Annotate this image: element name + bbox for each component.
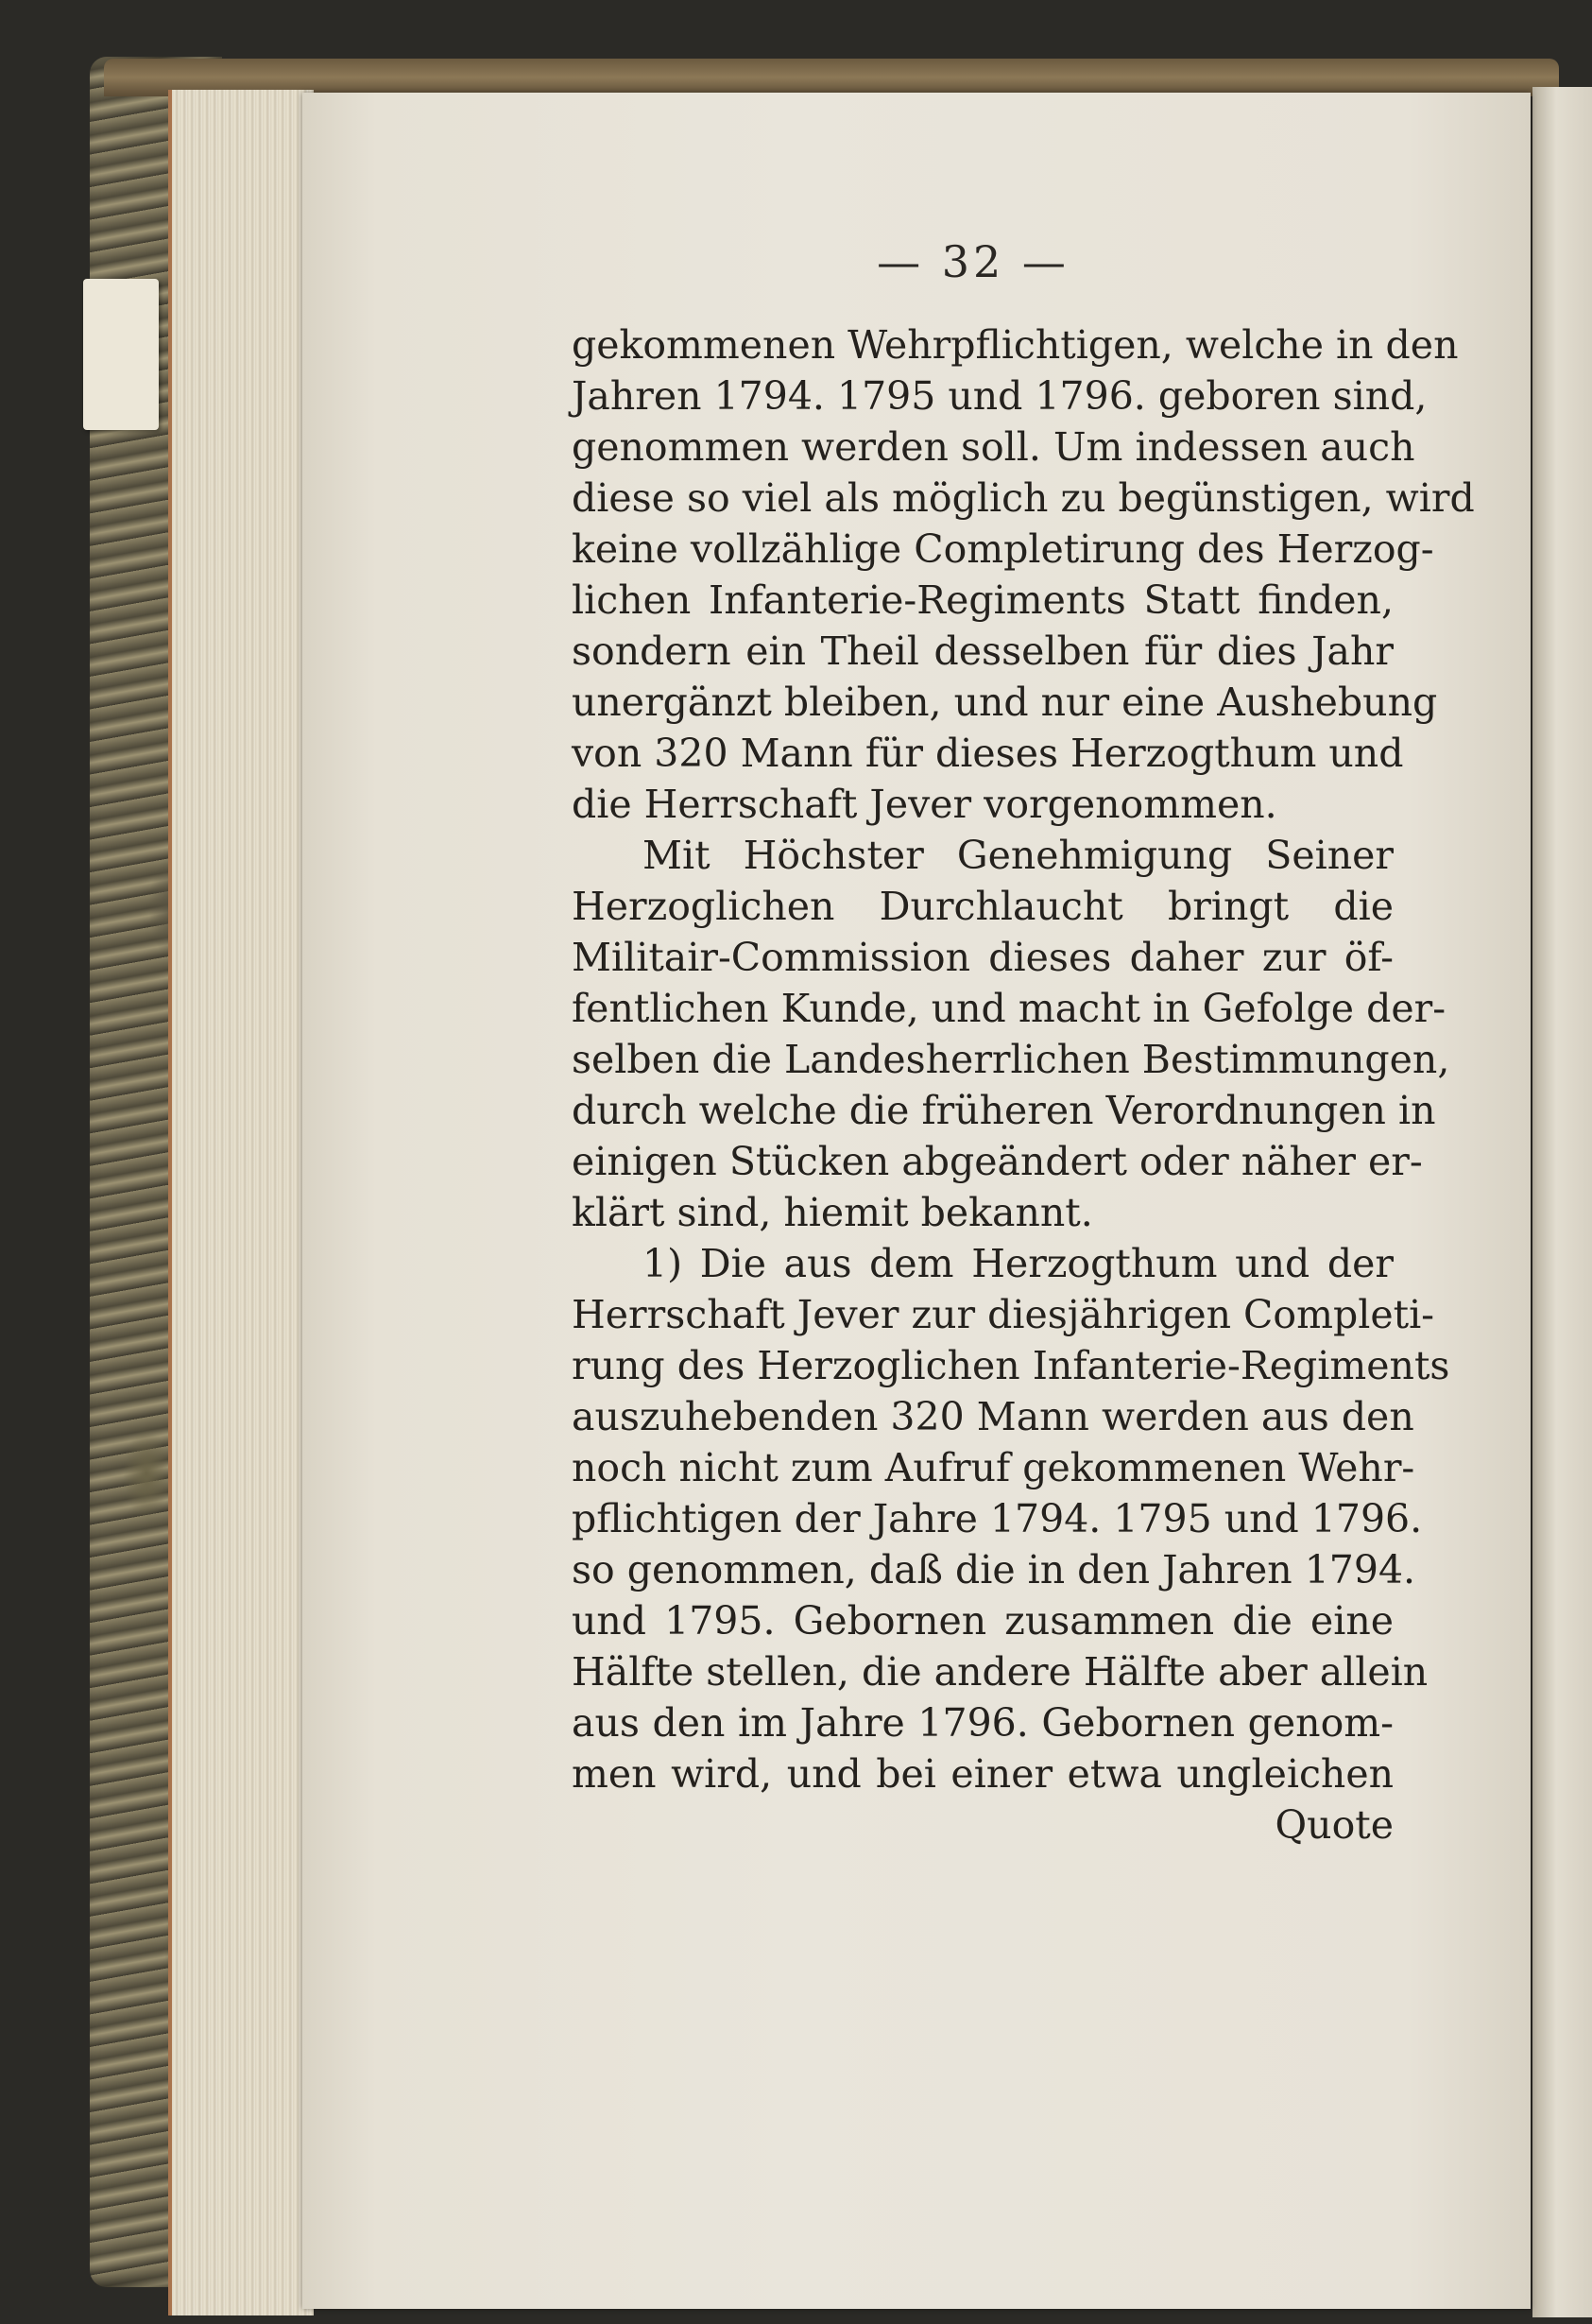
text-line: die Herrschaft Jever vorgenommen. bbox=[572, 782, 1277, 827]
text-line: gekommenen Wehrpflichtigen, welche in den bbox=[572, 322, 1459, 368]
text-line: aus den im Jahre 1796. Gebornen genom- bbox=[572, 1700, 1394, 1746]
text-line: genommen werden soll. Um indessen auch bbox=[572, 424, 1415, 470]
text-line: unergänzt bleiben, und nur eine Aushebung bbox=[572, 680, 1438, 725]
bookmark-slip bbox=[83, 279, 159, 430]
text-line: diese so viel als möglich zu begünstigen, wird bbox=[572, 475, 1475, 521]
text-line: men wird, und bei einer etwa ungleichen bbox=[572, 1751, 1394, 1797]
catchword: Quote bbox=[1275, 1802, 1394, 1848]
text-line: selben die Landesherrlichen Bestimmungen, bbox=[572, 1037, 1450, 1082]
text-line: so genommen, daß die in den Jahren 1794. bbox=[572, 1547, 1416, 1592]
page-text bbox=[572, 319, 1475, 1851]
text-line: durch welche die früheren Verordnungen in bbox=[572, 1088, 1436, 1133]
text-line: sondern ein Theil desselben für dies Jahr bbox=[572, 628, 1394, 674]
text-line: Herrschaft Jever zur diesjährigen Completi- bbox=[572, 1292, 1435, 1337]
text-line: pflichtigen der Jahre 1794. 1795 und 1796. bbox=[572, 1496, 1423, 1541]
facing-page bbox=[1532, 87, 1592, 2317]
page-number: — 32 — bbox=[877, 236, 1070, 287]
text-line: klärt sind, hiemit bekannt. bbox=[572, 1190, 1093, 1235]
text-line: Herzoglichen Durchlaucht bringt die bbox=[572, 884, 1394, 929]
text-line: Hälfte stellen, die andere Hälfte aber allein bbox=[572, 1649, 1429, 1695]
text-line: 1) Die aus dem Herzogthum und der bbox=[642, 1241, 1394, 1286]
book-spine-band bbox=[104, 59, 1559, 96]
text-line: rung des Herzoglichen Infanterie-Regiments bbox=[572, 1343, 1450, 1388]
text-line: und 1795. Gebornen zusammen die eine bbox=[572, 1598, 1394, 1644]
text-line: Jahren 1794. 1795 und 1796. geboren sind, bbox=[572, 373, 1428, 419]
text-line: Militair-Commission dieses daher zur öf- bbox=[572, 935, 1394, 980]
text-line: auszuhebenden 320 Mann werden aus den bbox=[572, 1394, 1414, 1439]
text-line: einigen Stücken abgeändert oder näher er- bbox=[572, 1139, 1423, 1184]
text-line: noch nicht zum Aufruf gekommenen Wehr- bbox=[572, 1445, 1415, 1490]
text-line: Mit Höchster Genehmigung Seiner bbox=[642, 833, 1394, 878]
page-edges bbox=[168, 90, 314, 2315]
text-line: lichen Infanterie-Regiments Statt finden, bbox=[572, 577, 1394, 623]
text-line: von 320 Mann für dieses Herzogthum und bbox=[572, 731, 1404, 776]
text-line: fentlichen Kunde, und macht in Gefolge der- bbox=[572, 986, 1446, 1031]
text-line: keine vollzählige Completirung des Herzog- bbox=[572, 526, 1434, 572]
